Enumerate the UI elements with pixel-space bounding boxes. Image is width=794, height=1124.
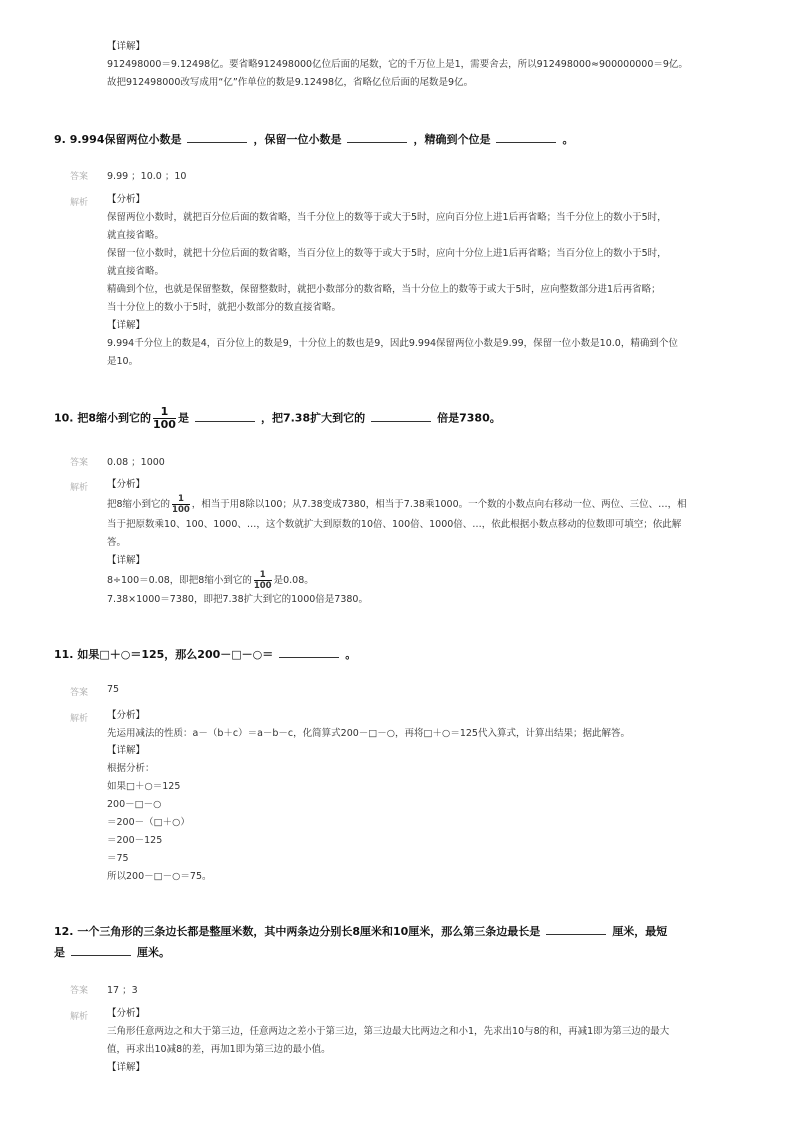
analysis-label: 解析	[70, 198, 89, 208]
answer-blank	[496, 132, 556, 143]
answer-blank	[71, 945, 131, 956]
analysis-label: 解析	[70, 1012, 89, 1022]
detail-line: 如果□＋○＝125	[107, 781, 181, 792]
question-text: ，把7.38扩大到它的	[260, 411, 366, 425]
question-text: ，精确到个位是	[413, 133, 491, 146]
detail-tag: 【详解】	[107, 41, 146, 52]
detail-tag: 【详解】	[107, 555, 146, 566]
answer-blank	[187, 132, 247, 143]
answer-blank	[546, 924, 606, 935]
answer-value: 17 ；3	[107, 985, 138, 996]
fraction-numerator: 1	[172, 494, 190, 505]
detail-line: 是10。	[107, 356, 139, 367]
question-text: 是	[177, 411, 189, 425]
analysis-line	[107, 494, 687, 515]
analysis-tag: 【分析】	[107, 194, 146, 205]
detail-line: 根据分析：	[107, 763, 155, 774]
question-text: 。	[562, 133, 574, 146]
analysis-line: 值，再求出10减8的差，再加1即为第三边的最小值。	[107, 1044, 331, 1055]
analysis-line: 当十分位上的数小于5时，就把小数部分的数直接省略。	[107, 302, 342, 313]
question-text: 厘米，最短	[612, 925, 668, 938]
fraction-denominator: 100	[153, 418, 176, 431]
analysis-line: 当于把原数乘10、100、1000、…，这个数就扩大到原数的10倍、100倍、1000倍、…，依此根据小数点移动的位数即可填空；依此解	[107, 519, 682, 530]
analysis-text: ，相当于用8除以100；从7.38变成7380，相当于7.38乘1000。一个数的小数点向右移动一位、两位、三位、…，相	[191, 499, 687, 510]
analysis-line: 答。	[107, 537, 127, 548]
question-number: 11.	[54, 648, 74, 661]
detail-line: 故把912498000改写成用“亿”作单位的数是9.12498亿，省略亿位后面的尾数是9亿。	[107, 77, 474, 88]
fraction-denominator: 100	[172, 505, 190, 515]
question-10	[54, 406, 501, 431]
detail-line: 200－□－○	[107, 799, 162, 810]
question-text: 倍是7380。	[437, 411, 501, 425]
analysis-tag: 【分析】	[107, 710, 146, 721]
fraction-numerator: 1	[153, 406, 176, 419]
analysis-line: 保留两位小数时，就把百分位后面的数省略，当千分位上的数等于或大于5时，应向百分位上进1后再省略；当千分位上的数小于5时，	[107, 212, 667, 223]
fraction-numerator: 1	[254, 570, 272, 581]
question-12-cont	[54, 945, 170, 961]
analysis-line: 三角形任意两边之和大于第三边，任意两边之差小于第三边，第三边最大比两边之和小1，先求出10与8的和，再减1即为第三边的最大	[107, 1026, 670, 1037]
fraction	[172, 494, 190, 515]
answer-blank	[371, 411, 431, 422]
analysis-line: 精确到个位，也就是保留整数，保留整数时，就把小数部分的数省略，当十分位上的数等于或大于5时，应向整数部分进1后再省略；	[107, 284, 661, 295]
question-text: 厘米。	[137, 946, 170, 959]
answer-blank	[347, 132, 407, 143]
question-text: 。	[345, 648, 357, 661]
question-12	[54, 924, 667, 940]
question-text: 9.994保留两位小数是	[69, 133, 182, 146]
answer-value: 75	[107, 684, 120, 695]
detail-line: 912498000＝9.12498亿。要省略912498000亿位后面的尾数，它的千万位上是1，需要舍去，所以912498000≈900000000＝9亿。	[107, 59, 688, 70]
answer-value: 9.99 ；10.0 ；10	[107, 171, 187, 182]
fraction-denominator: 100	[253, 581, 272, 591]
question-9	[54, 132, 573, 148]
question-text: ，保留一位小数是	[253, 133, 342, 146]
detail-line: ＝200－（□＋○）	[107, 817, 190, 828]
detail-text: 是0.08。	[273, 575, 314, 586]
analysis-line: 保留一位小数时，就把十分位后面的数省略，当百分位上的数等于或大于5时，应向十分位上进1后再省略；当百分位上的数小于5时，	[107, 248, 667, 259]
question-number: 12.	[54, 925, 74, 938]
analysis-line: 就直接省略。	[107, 230, 165, 241]
question-text: 把8缩小到它的	[77, 411, 151, 425]
question-11	[54, 647, 356, 663]
detail-line: ＝200－125	[107, 835, 163, 846]
analysis-tag: 【分析】	[107, 1008, 146, 1019]
answer-label: 答案	[70, 458, 89, 468]
analysis-label: 解析	[70, 714, 89, 724]
detail-tag: 【详解】	[107, 745, 146, 756]
analysis-line: 就直接省略。	[107, 266, 165, 277]
analysis-line: 先运用减法的性质：a－（b＋c）＝a－b－c，化简算式200－□－○，再将□＋○＝125代入算式，计算出结果；据此解答。	[107, 728, 630, 739]
detail-line: 所以200－□－○＝75。	[107, 871, 212, 882]
question-text: 是	[54, 946, 65, 959]
question-text: 一个三角形的三条边长都是整厘米数，其中两条边分别长8厘米和10厘米，那么第三条边最长是	[77, 925, 541, 938]
answer-blank	[195, 411, 255, 422]
detail-line: ＝75	[107, 853, 129, 864]
detail-tag: 【详解】	[107, 320, 146, 331]
detail-text: 8÷100＝0.08，即把8缩小到它的	[107, 575, 252, 586]
answer-value: 0.08 ；1000	[107, 457, 165, 468]
fraction	[254, 570, 272, 591]
answer-blank	[279, 647, 339, 658]
fraction	[153, 406, 176, 431]
question-number: 9.	[54, 133, 66, 146]
detail-tag: 【详解】	[107, 1062, 146, 1073]
detail-line: 7.38×1000＝7380，即把7.38扩大到它的1000倍是7380。	[107, 594, 368, 605]
answer-label: 答案	[70, 688, 89, 698]
answer-label: 答案	[70, 986, 89, 996]
analysis-label: 解析	[70, 483, 89, 493]
analysis-tag: 【分析】	[107, 479, 146, 490]
detail-line	[107, 570, 314, 591]
question-text: 如果□＋○＝125，那么200－□－○＝	[77, 648, 274, 661]
answer-label: 答案	[70, 172, 89, 182]
question-number: 10.	[54, 411, 74, 425]
detail-line: 9.994千分位上的数是4，百分位上的数是9，十分位上的数也是9，因此9.994保留两位小数是9.99，保留一位小数是10.0，精确到个位	[107, 338, 678, 349]
analysis-text: 把8缩小到它的	[107, 499, 171, 510]
